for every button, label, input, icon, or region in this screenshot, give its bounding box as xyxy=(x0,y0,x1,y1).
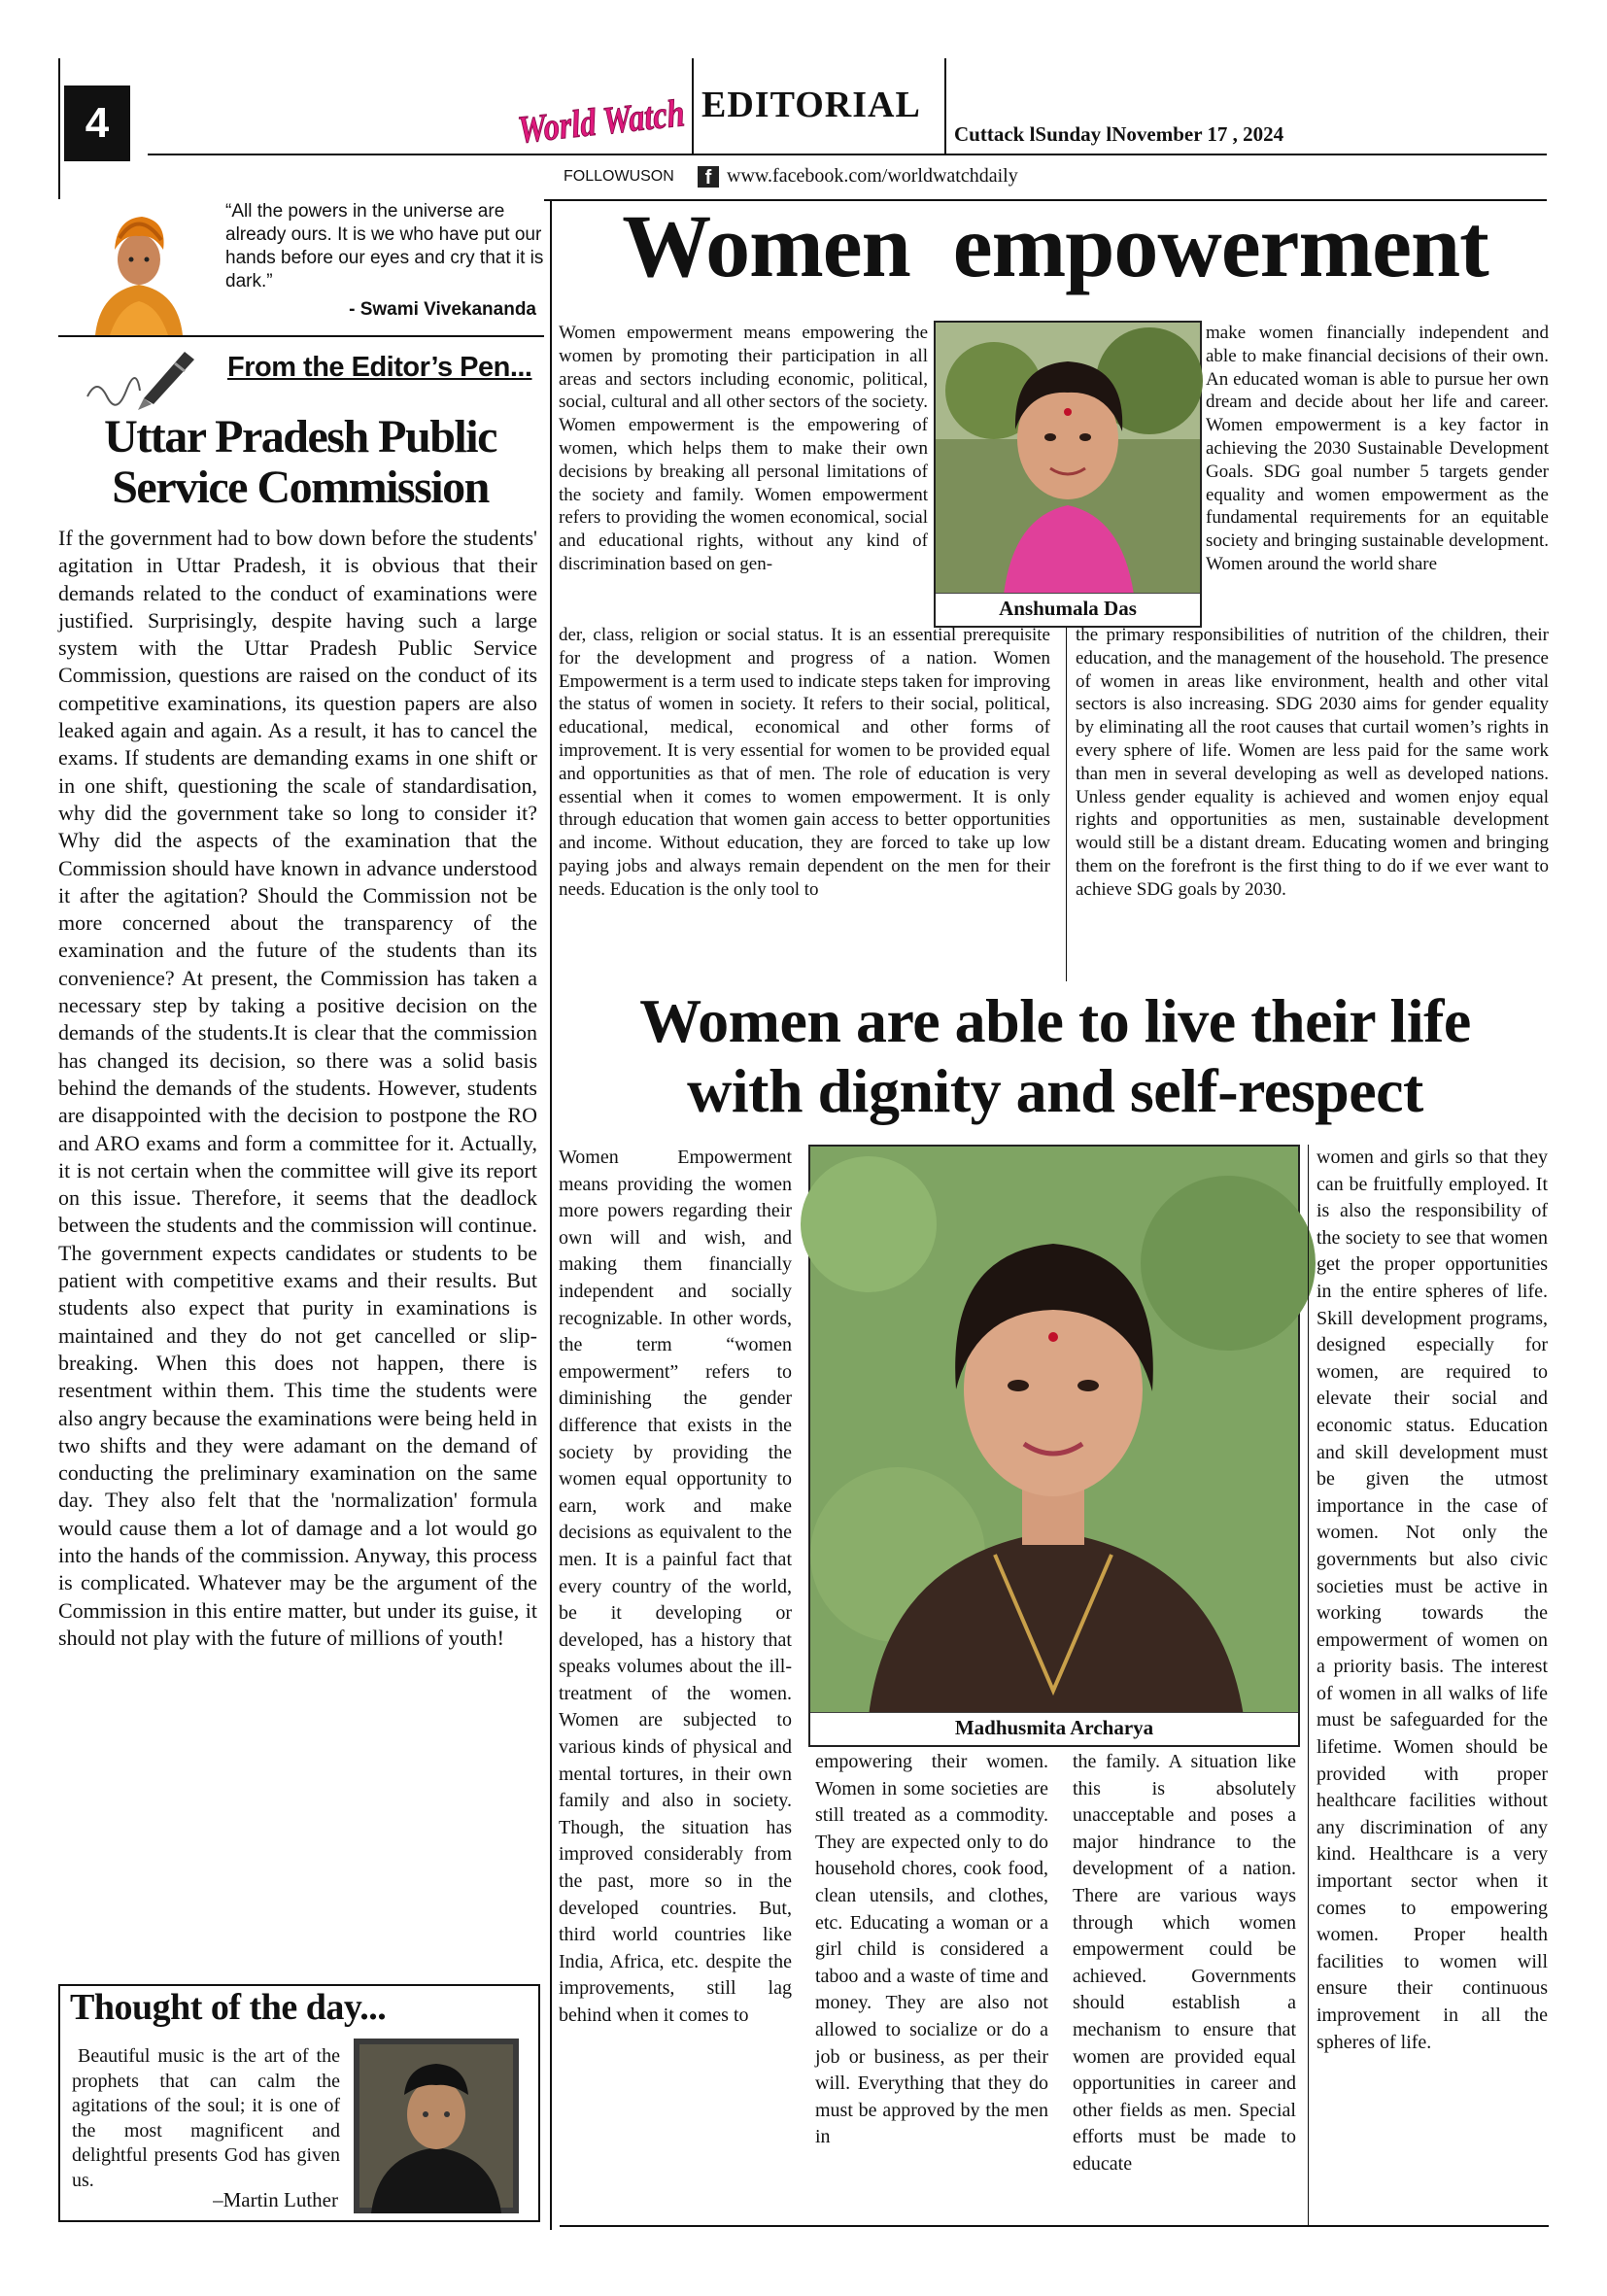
article2-col1: Women Empowerment means providing the women more powers regarding their own will and wish, and making them financially independent and socially recognizable. In other words, the term “women empowerment” refers to diminishing the gender difference that exists in the society by providing the women equal opportunity to earn, work and make decisions as equivalent to the men. It is a painful fact that every country of the world, be it developing or developed, has a history that speaks volumes about the ill-treatment of the women. Women are subjected to various kinds of physical and mental tortures, in their own family and also in society. Though, the situation has improved considerably from the past, more so in the developed countries. But, third world countries like India, Africa, etc. despite the improvements, still lag behind when it comes to xyxy=(559,1147,792,2026)
article2-headline-line1: Women are able to live their life xyxy=(639,986,1471,1055)
article1-col2-top: make women financially independent and able to make financial decisions of their own. An educated woman is able to pursue her own dream and decide about her life and career. Women empowerment is a key factor in achieving the 2030 Sustainable Development Goals. SDG goal number 5 targets gender equality and women empowerment as the fundamental requirements for an equitable society and bringing sustainable development. Women around the world share xyxy=(1206,323,1549,574)
header-divider-1 xyxy=(692,58,694,155)
anshumala-photo xyxy=(934,321,1202,628)
article1-headline: Women empowerment xyxy=(622,196,1488,295)
header-divider-2 xyxy=(944,58,946,155)
article2-col2: empowering their women. Women in some societies are still treated as a commodity. They are expected only to do household chores, cook food, clean utensils, and clothes, etc. Educating a woman or a girl child is considered a taboo and a waste of time and money. They are also not allowed to socialize or do a job or business, as per their will. Everything that they do must be approved by the men in xyxy=(815,1751,1048,2148)
quote-author: - Swami Vivekananda xyxy=(349,299,536,320)
vivekananda-portrait xyxy=(66,199,212,335)
facebook-icon[interactable]: f xyxy=(698,166,719,188)
thought-text: Beautiful music is the art of the prophets that can calm the agitations of the soul; it is one of the most magnificent and delightful presents God has given us. xyxy=(72,2045,340,2191)
dateline: Cuttack lSunday lNovember 17 , 2024 xyxy=(954,122,1284,146)
article1-col1-top: Women empowerment means empowering the women by promoting their participation in all areas and sectors including economic, political, social, cultural and all other sectors of the society. Women empowerment is the empowering of women, which helps them to make their own decisions by breaking all personal limitations of the society and family. Women empowerment refers to providing the women economical, social and educational rights, without any kind of discrimination based on gen- xyxy=(559,323,928,574)
thought-author: –Martin Luther xyxy=(213,2188,338,2211)
pen-icon xyxy=(78,340,204,413)
editor-headline: Uttar Pradesh Public Service Commission xyxy=(104,411,496,513)
madhusmita-caption: Madhusmita Archarya xyxy=(810,1712,1298,1742)
header-underline xyxy=(148,154,1547,155)
article1-col1-bottom: der, class, religion or social status. It is an essential prerequisite for the development and progress of a nation. Women Empowerment is a term used to indicate steps taken for improving the status of women in society. It refers to their social, political, educational, medical, economical and other forms of improvement. It is very essential for women to be provided equal and opportunities as that of men. The role of education is very essential when it comes to women empowerment. It is only through education that women gain access to better opportunities and income. Without education, they are forced to take up low paying jobs and always remain dependent on the men for their needs. Education is the only tool to xyxy=(559,625,1050,900)
article2-col-rule xyxy=(1308,1145,1309,2225)
article2-headline-line2: with dignity and self-respect xyxy=(687,1056,1423,1125)
facebook-link[interactable]: www.facebook.com/worldwatchdaily xyxy=(727,165,1018,187)
follow-label: FOLLOWUSON xyxy=(564,168,674,185)
luther-portrait xyxy=(354,2039,519,2213)
page-number: 4 xyxy=(85,99,110,147)
header-left-rule xyxy=(58,58,60,199)
brand-logo xyxy=(513,78,726,152)
article2-col3: the family. A situation like this is absolutely unacceptable and poses a major hindrance to the development of a nation. There are various ways through which women empowerment could be achieved. Governments should establish a mechanism to ensure that women are provided equal opportunities in career and other fields as men. Special efforts must be made to educate xyxy=(1073,1751,1296,2175)
anshumala-caption: Anshumala Das xyxy=(936,593,1200,623)
column-divider xyxy=(550,199,552,2230)
article2-col4: women and girls so that they can be fruitfully employed. It is also the responsibility of the society to see that women get the proper opportunities in the entire spheres of life. Skill development programs, designed especially for women, are required to elevate their social and economic status. Education and skill development must be given the utmost importance in the case of women. Not only the governments but also civic societies must be active in working towards the empowerment of women on a priority basis. The interest of women in all walks of life must be safeguarded for the lifetime. Women should be provided with proper healthcare facilities without any discrimination of any kind. Healthcare is a very important sector when it comes to empowering women. Proper health facilities to women will ensure their continuous improvement in all the spheres of life. xyxy=(1316,1147,1548,2053)
article1-col2-bottom: the primary responsibilities of nutrition of the children, their education, and the management of the household. The presence of women in areas like environment, health and other vital sectors is also increasing. SDG 2030 aims for gender equality by eliminating all the root causes that curtail women’s rights in every sphere of life. Women are less paid for the same work than men in several developing as well as developed nations. Unless gender equality is achieved and women enjoy equal rights and opportunities as men, sustainable development would still be a distant dream. Educating women and bringing them on the forefront is the first thing to do if we ever want to achieve SDG goals by 2030. xyxy=(1076,625,1549,900)
section-label: EDITORIAL xyxy=(701,85,921,125)
editor-body: If the government had to bow down before the students' agitation in Uttar Pradesh, it is obvious that their demands related to the conduct of examinations were justified. Surprisingly, despite having such a large system with the Uttar Pradesh Public Service Commission, questions are raised on the conduct of its competitive examinations, its question papers are also leaked again and again. As a result, it has to cancel the exams. If students are demanding exams in one shift or in one shift, questioning the scale of standardisation, why did the government take so long to consider it? Why did the aspects of the examination that the Commission should have known in advance understood it after the agitation? Should the Commission not be more concerned about the transparency of the examination and the future of the students than its convenience? At present, the Commission has taken a necessary step by taking a positive decision on the demands of the students.It is clear that the commission has changed its decision, so there was a solid basis behind the demands of the students. However, students are disappointed with the decision to postpone the RO and ARO exams and form a committee for it. Actually, it is not certain when the committee will give its report on this issue. Therefore, it seems that the deadlock between the students and the commission will continue. The government expects candidates or students to be patient with competitive exams and their results. But students also expect that purity in examinations is maintained and they do not get cancelled or slip-breaking. When this does not happen, there is resentment within them. This time the students were also angry because the examinations were being held in two shifts and they were adamant on the demand of conducting the preliminary examination on the same day. They also felt that the 'normalization' formula would cause them a lot of damage and a lot would go into the hands of the commission. Anyway, this process is complicated. Whatever may be the argument of the Commission in this entire matter, but under its guise, it should not play with the future of millions of youth! xyxy=(58,526,537,1650)
svg-text:World Watch: World Watch xyxy=(515,86,726,152)
quote-text: “All the powers in the universe are already ours. It is we who have put our hands before our eyes and cry that it is dark.” xyxy=(225,201,544,291)
madhusmita-photo xyxy=(808,1145,1300,1747)
article1-col-rule xyxy=(1066,628,1067,981)
editor-kicker: From the Editor’s Pen... xyxy=(227,352,532,383)
thought-title: Thought of the day... xyxy=(70,1987,387,2028)
page-bottom-rule xyxy=(560,2225,1549,2227)
quote-bottom-rule xyxy=(58,335,544,337)
